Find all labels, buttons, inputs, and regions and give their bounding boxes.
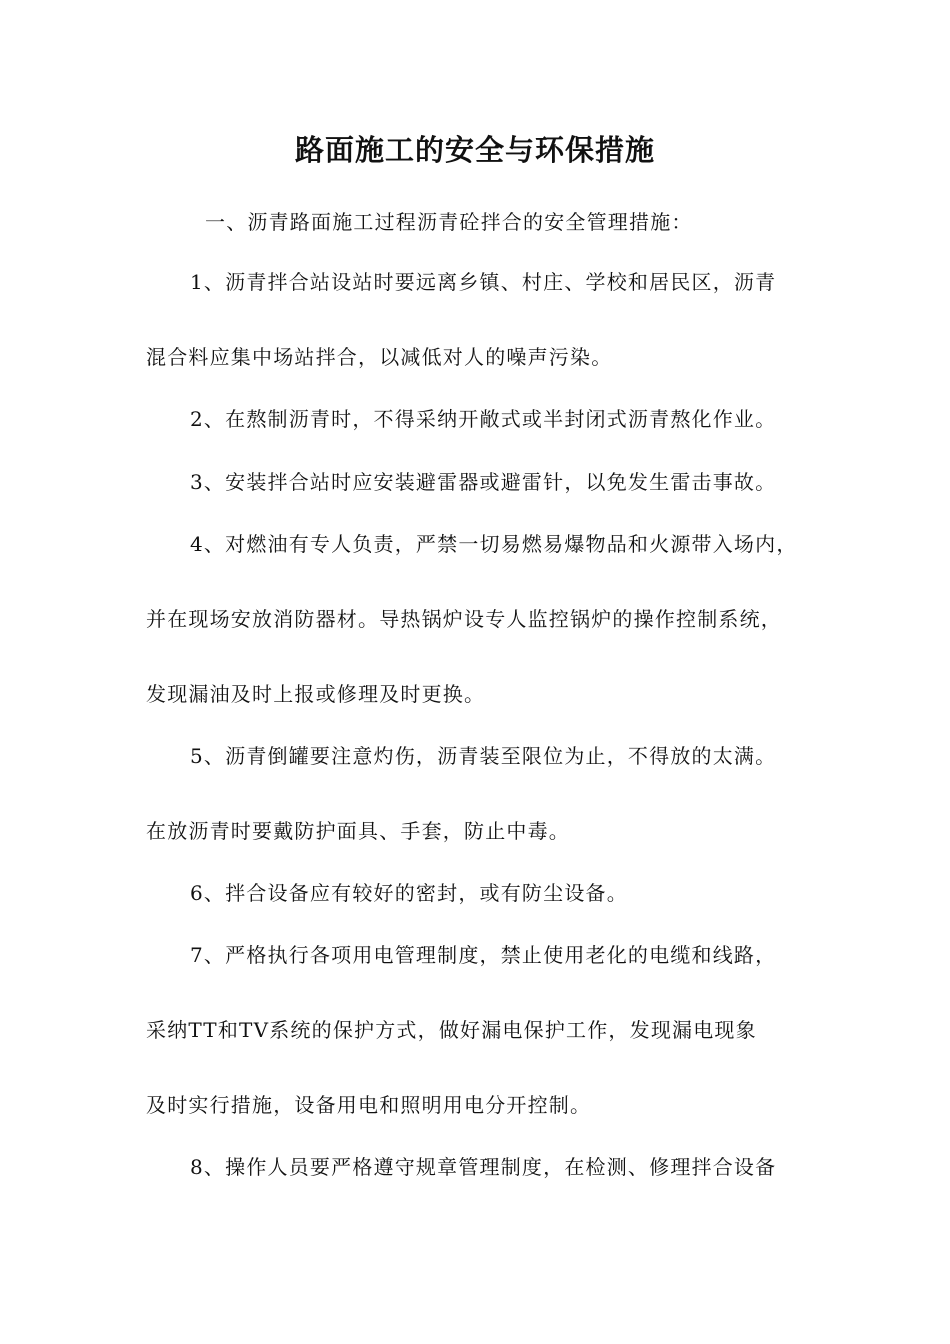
paragraph-line: 1、沥青拌合站设站时要远离乡镇、村庄、学校和居民区，沥青 [190, 270, 777, 294]
paragraph-line: 3、安装拌合站时应安装避雷器或避雷针，以免发生雷击事故。 [190, 470, 777, 494]
paragraph-line: 8、操作人员要严格遵守规章管理制度，在检测、修理拌合设备 [190, 1155, 777, 1179]
section-heading: 一、沥青路面施工过程沥青砼拌合的安全管理措施： [205, 210, 693, 234]
paragraph-line: 5、沥青倒罐要注意灼伤，沥青装至限位为止，不得放的太满。 [190, 744, 777, 768]
paragraph-line: 及时实行措施，设备用电和照明用电分开控制。 [146, 1093, 592, 1117]
document-title: 路面施工的安全与环保措施 [294, 133, 655, 167]
paragraph-line: 发现漏油及时上报或修理及时更换。 [146, 682, 486, 706]
paragraph-line: 在放沥青时要戴防护面具、手套，防止中毒。 [146, 819, 570, 843]
paragraph-line: 2、在熬制沥青时，不得采纳开敞式或半封闭式沥青熬化作业。 [190, 407, 777, 431]
paragraph-line: 7、严格执行各项用电管理制度，禁止使用老化的电缆和线路， [190, 943, 777, 967]
paragraph-line: 采纳TT和TV系统的保护方式，做好漏电保护工作，发现漏电现象 [146, 1018, 757, 1042]
paragraph-line: 4、对燃油有专人负责，严禁一切易燃易爆物品和火源带入场内， [190, 532, 798, 556]
paragraph-line: 并在现场安放消防器材。导热锅炉设专人监控锅炉的操作控制系统， [146, 607, 782, 631]
paragraph-line: 6、拌合设备应有较好的密封，或有防尘设备。 [190, 881, 628, 905]
paragraph-line: 混合料应集中场站拌合，以减低对人的噪声污染。 [146, 345, 613, 369]
